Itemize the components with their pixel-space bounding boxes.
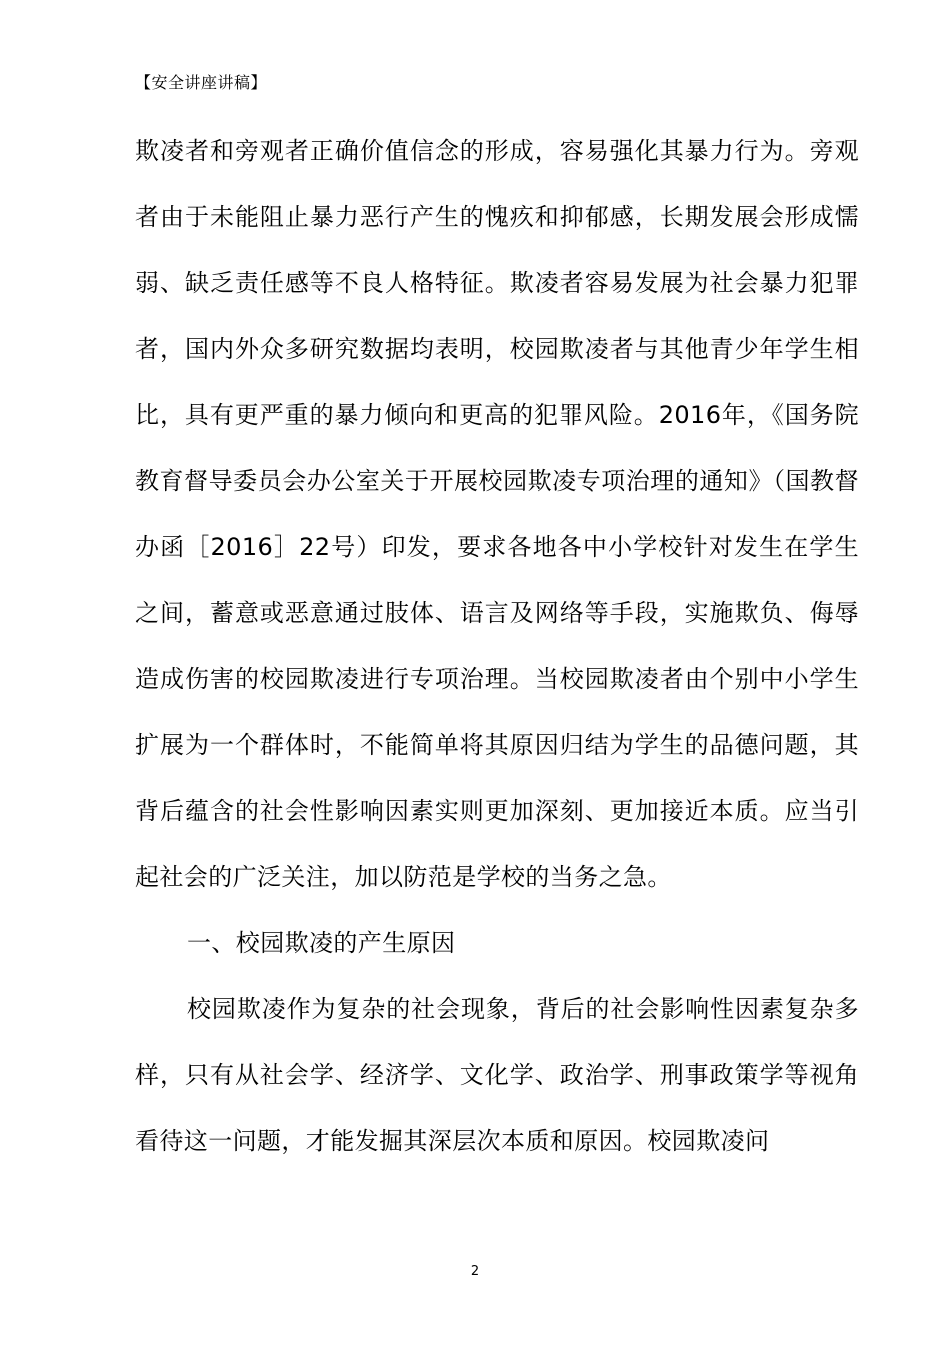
header-tag: 【安全讲座讲稿】 — [135, 73, 268, 92]
body-paragraph: 校园欺凌作为复杂的社会现象，背后的社会影响性因素复杂多样，只有从社会学、经济学、文化学、政治学、刑事政策学等视角看待这一问题，才能发掘其深层次本质和原因。校园欺凌问 — [135, 995, 859, 1155]
section-heading: 一、校园欺凌的产生原因 — [187, 929, 456, 957]
page-number: 2 — [470, 1264, 480, 1279]
body-paragraph: 欺凌者和旁观者正确价值信念的形成，容易强化其暴力行为。旁观者由于未能阻止暴力恶行产生的愧疚和抑郁感，长期发展会形成懦弱、缺乏责任感等不良人格特征。欺凌者容易发展为社会暴力犯罪者，国内外众多研究数据均表明，校园欺凌者与其他青少年学生相比，具有更严重的暴力倾向和更高的犯罪风险。2016年，《国务院教育督导委员会办公室关于开展校园欺凌专项治理的通知》（国教督办函［2016］22号）印发，要求各地各中小学校针对发生在学生之间，蓄意或恶意通过肢体、语言及网络等手段，实施欺负、侮辱造成伤害的校园欺凌进行专项治理。当校园欺凌者由个别中小学生扩展为一个群体时，不能简单将其原因归结为学生的品德问题，其背后蕴含的社会性影响因素实则更加深刻、更加接近本质。应当引起社会的广泛关注，加以防范是学校的当务之急。 — [135, 137, 859, 891]
document-body — [135, 118, 859, 1174]
